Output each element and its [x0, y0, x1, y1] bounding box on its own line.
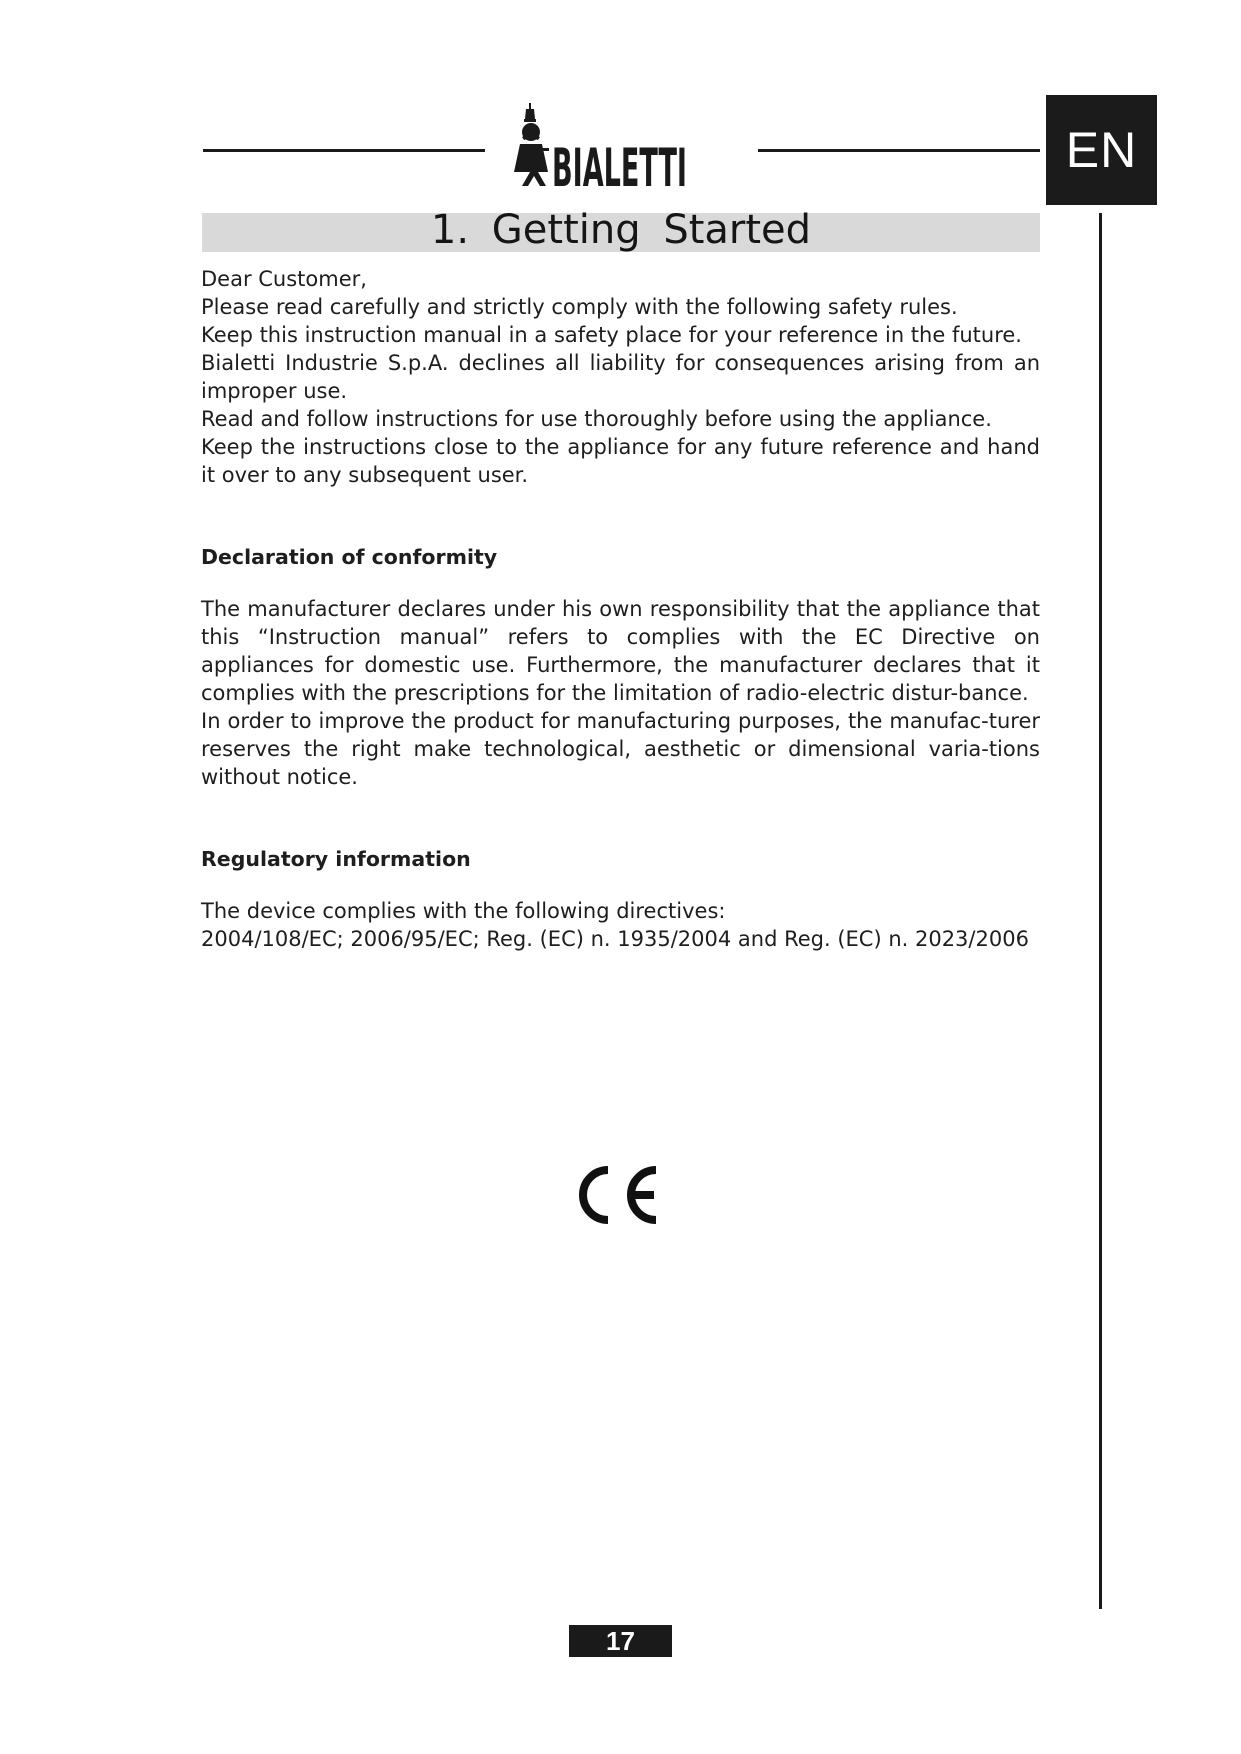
regulatory-intro: The device complies with the following directives:	[201, 899, 726, 923]
intro-safety-rules: Please read carefully and strictly comply with the following safety rules.	[201, 295, 958, 319]
language-tab[interactable]: EN	[1046, 95, 1157, 205]
conformity-improvement-paragraph: In order to improve the product for manufacturing purposes, the manufac-turer reserves the right make technological, aesthetic or dimensional varia-tions without notice.	[201, 709, 1040, 789]
page-number: 17	[569, 1625, 672, 1657]
header-rule-right	[758, 149, 1040, 152]
side-rule	[1099, 213, 1102, 1609]
bialetti-logo	[520, 100, 720, 199]
section-title-bar	[202, 207, 1040, 253]
regulatory-heading: Regulatory information	[201, 847, 471, 871]
moustache-man-icon	[514, 103, 549, 186]
regulatory-directives: 2004/108/EC; 2006/95/EC; Reg. (EC) n. 1935/2004 and Reg. (EC) n. 2023/2006	[201, 927, 1029, 951]
brand-wordmark: BIALETTI	[552, 138, 687, 199]
conformity-heading: Declaration of conformity	[201, 545, 498, 569]
intro-keep-manual: Keep this instruction manual in a safety place for your reference in the future.	[201, 323, 1022, 347]
conformity-paragraph: The manufacturer declares under his own responsibility that the appliance that this “Instruction manual” refers to complies with the EC Directive on appliances for domestic use. Furthermore, the manufacturer declares that it complies with the prescriptions for the limitation of radio-electric distur-bance.	[201, 597, 1040, 705]
header-rule-left	[203, 149, 485, 152]
intro-keep-instructions: Keep the instructions close to the appliance for any future reference and hand it over to any subsequent user.	[201, 435, 1040, 487]
intro-liability: Bialetti Industrie S.p.A. declines all liability for consequences arising from an improper use.	[201, 351, 1040, 403]
page-title: 1. Getting Started	[430, 207, 812, 253]
intro-greeting: Dear Customer,	[201, 267, 367, 291]
main-content	[201, 265, 1040, 953]
intro-read-instructions: Read and follow instructions for use thoroughly before using the appliance.	[201, 407, 992, 431]
ce-mark-icon	[578, 1164, 662, 1226]
